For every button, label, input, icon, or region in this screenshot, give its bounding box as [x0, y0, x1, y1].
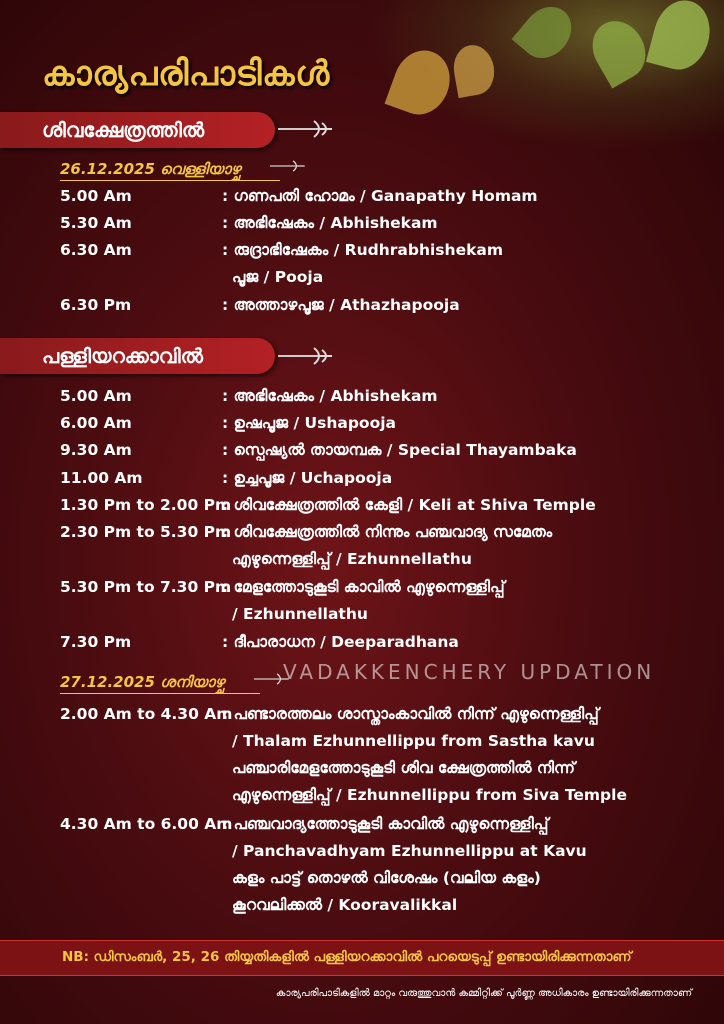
schedule-desc: : ഉഷപൂജ / Ushapooja: [222, 414, 396, 432]
schedule-time: 11.00 Am: [60, 469, 143, 487]
note-banner: [0, 940, 724, 976]
schedule-time: 2.30 Pm to 5.30 Pm: [60, 523, 232, 541]
schedule-desc-cont: പഞ്ചാരിമേളത്തോടുകൂടി ശിവ ക്ഷേത്രത്തിൽ നിന്ന്: [232, 759, 575, 777]
schedule-time: 5.30 Pm to 7.30 Pm: [60, 578, 232, 596]
section-heading: പള്ളിയറക്കാവിൽ: [42, 344, 203, 368]
schedule-time: 5.30 Am: [60, 214, 132, 232]
schedule-desc: : മേളത്തോടുകൂടി കാവിൽ എഴുന്നെള്ളിപ്പ്: [222, 578, 505, 596]
schedule-time: 2.00 Am to 4.30 Am: [60, 705, 233, 723]
schedule-desc: : ഗണപതി ഹോമം / Ganapathy Homam: [222, 187, 538, 205]
schedule-time: 1.30 Pm to 2.00 Pm: [60, 496, 232, 514]
schedule-desc-cont: എഴുന്നെള്ളിപ്പ് / Ezhunnellippu from Siva Temple: [232, 786, 627, 804]
watermark: VADAKKENCHERY UPDATION: [283, 660, 656, 684]
schedule-time: 4.30 Am to 6.00 Am: [60, 815, 233, 833]
schedule-desc: : ശിവക്ഷേത്രത്തിൽ നിന്നും പഞ്ചവാദ്യ സമേതം: [222, 523, 553, 541]
schedule-time: 5.00 Am: [60, 387, 132, 405]
trident-icon: [278, 118, 334, 140]
schedule-desc: : പഞ്ചവാദ്യത്തോടുകൂടി കാവിൽ എഴുന്നെള്ളിപ്പ്: [222, 815, 549, 833]
section-banner-shiva: [0, 112, 275, 148]
page-title: കാര്യപരിപാടികൾ: [42, 54, 330, 94]
schedule-desc-cont: / Panchavadhyam Ezhunnellippu at Kavu: [232, 842, 587, 860]
leaves-decoration: [364, 0, 724, 150]
trident-icon: [278, 345, 334, 367]
schedule-desc: : ശിവക്ഷേത്രത്തിൽ കേളി / Keli at Shiva Temple: [222, 496, 596, 514]
schedule-desc: : ദീപാരാധന / Deeparadhana: [222, 633, 459, 651]
date-label: 27.12.2025 ശനിയാഴ്ച: [60, 673, 224, 691]
section-heading: ശിവക്ഷേത്രത്തിൽ: [42, 118, 205, 142]
schedule-desc: : അഭിഷേകം / Abhishekam: [222, 387, 438, 405]
trident-icon: [254, 670, 290, 688]
note-text: NB: ഡിസംബർ, 25, 26 തിയ്യതികളിൽ പള്ളിയറക്കാവിൽ പറയെടുപ്പ് ഉണ്ടായിരിക്കുന്നതാണ്: [62, 949, 632, 965]
section-banner-kavu: [0, 338, 275, 374]
schedule-time: 7.30 Pm: [60, 633, 132, 651]
schedule-desc-cont: / Thalam Ezhunnellippu from Sastha kavu: [232, 732, 595, 750]
schedule-desc: : പണ്ടാരത്തലം ശാസ്താംകാവിൽ നിന്ന് എഴുന്നെള്ളിപ്പ്: [222, 705, 599, 723]
schedule-desc-cont: കൂറവലിക്കൽ / Kooravalikkal: [232, 896, 458, 914]
schedule-desc: : സ്പെഷ്യൽ തായമ്പക / Special Thayambaka: [222, 441, 577, 459]
schedule-desc: : രുദ്രാഭിഷേകം / Rudhrabhishekam: [222, 241, 503, 259]
schedule-time: 6.00 Am: [60, 414, 132, 432]
schedule-time: 6.30 Am: [60, 241, 132, 259]
schedule-desc-cont: പൂജ / Pooja: [232, 268, 324, 286]
schedule-time: 5.00 Am: [60, 187, 132, 205]
schedule-desc: : അത്താഴപൂജ / Athazhapooja: [222, 296, 460, 314]
schedule-time: 9.30 Am: [60, 441, 132, 459]
schedule-desc-cont: എഴുന്നെള്ളിപ്പ് / Ezhunnellathu: [232, 550, 472, 568]
schedule-desc-cont: / Ezhunnellathu: [232, 605, 368, 623]
schedule-time: 6.30 Pm: [60, 296, 132, 314]
schedule-desc-cont: കളം പാട്ട് തൊഴൽ വിശേഷം (വലിയ കളം): [232, 869, 541, 887]
footer-note: കാര്യപരിപാടികളിൽ മാറ്റം വരുത്തുവാൻ കമ്മിറ്റിക്ക് പൂർണ്ണ അധികാരം ഉണ്ടായിരിക്കുന്നതാണ്: [275, 988, 692, 999]
schedule-desc: : ഉച്ചപൂജ / Uchapooja: [222, 469, 393, 487]
trident-icon: [270, 157, 306, 175]
date-label: 26.12.2025 വെള്ളിയാഴ്ച: [60, 160, 240, 178]
schedule-desc: : അഭിഷേകം / Abhishekam: [222, 214, 438, 232]
